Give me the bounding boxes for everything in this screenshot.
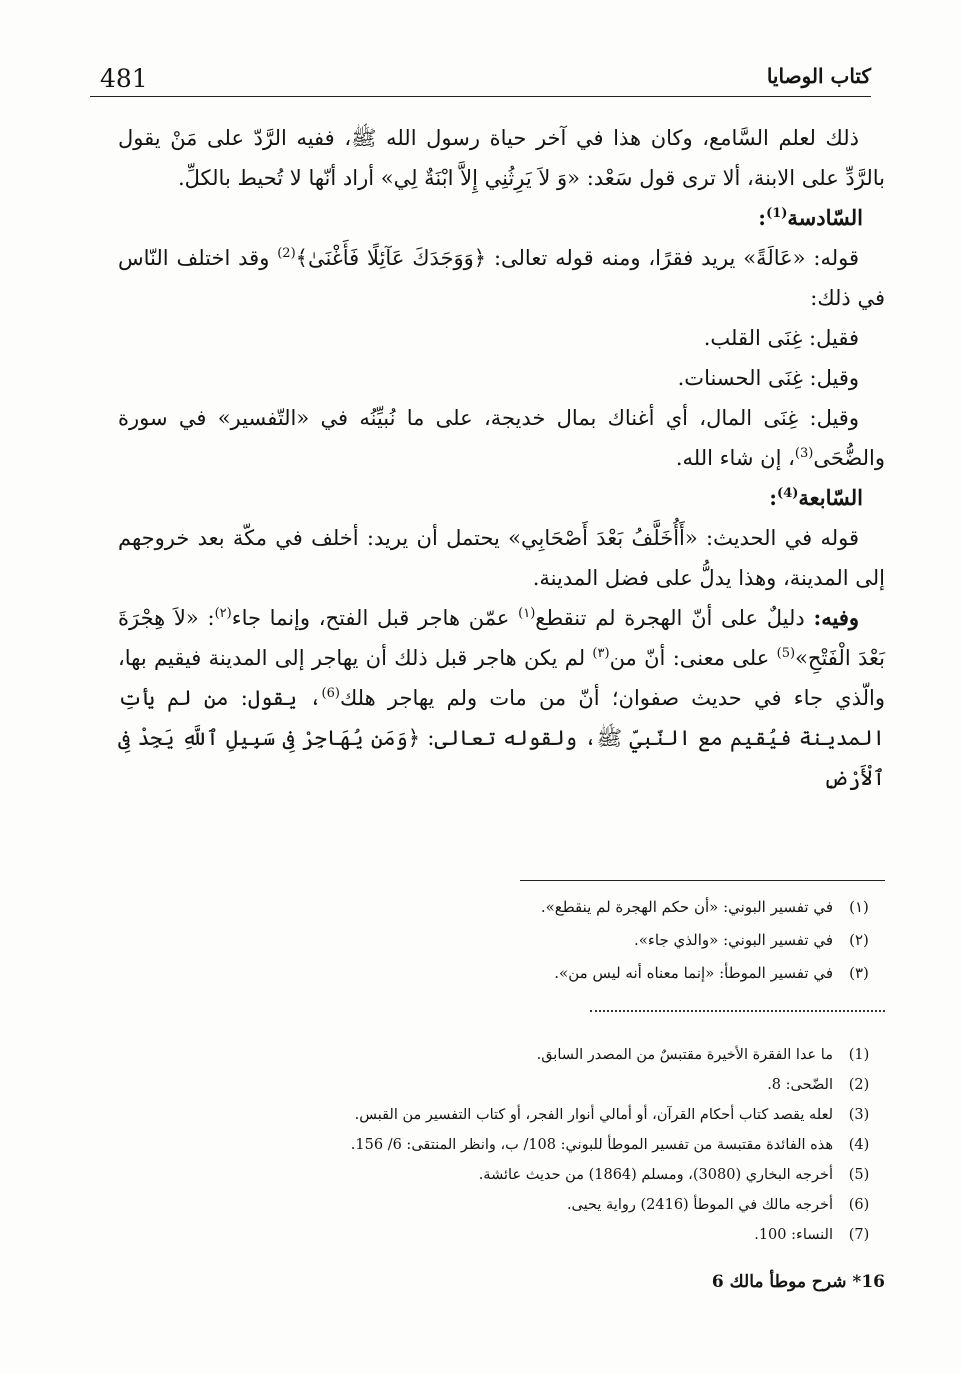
paragraph-7-note-2: (٢)	[214, 606, 232, 621]
paragraph-7	[118, 598, 885, 798]
footnote-item	[240, 1040, 885, 1070]
paragraph-2-a: قوله: «عَالَةً» يريد فقرًا، ومنه قوله تعالى: ﴿وَوَجَدَكَ عَآئِلًا فَأَغْنَىٰ﴾	[295, 246, 859, 270]
footnote-divider-dotted	[590, 1010, 885, 1012]
footnote-text: في تفسير البوني: «والذي جاء».	[633, 931, 833, 949]
paragraph-7-d: على معنى: أنّ من	[609, 646, 777, 670]
paragraph-7-e: لم يكن هاجر قبل ذلك أن يهاجر إلى المدينة فيقيم بها، والّذي جاء في حديث صفوان؛ أنّ من مات ولم يهاجر هلك	[118, 646, 885, 710]
header-rule	[90, 96, 871, 97]
footnote-number: (3)	[848, 1107, 870, 1123]
footnote-text: لعله يقصد كتاب أحكام القرآن، أو أمالي أنوار الفجر، أو كتاب التفسير من القبس.	[354, 1107, 833, 1123]
paragraph-5-a: وقيل: غِنَى المال، أي أغناك بمال خديجة، على ما نُبيِّنُه في «التّفسير» في سورة والضُّحَى	[118, 406, 885, 470]
paragraph-1: ذلك لعلم السَّامع، وكان هذا في آخر حياة رسول الله ﷺ، ففيه الرَّدّ على مَنْ يقول بالرَّدِّ على الابنة، ألا ترى قول سَعْد: «وَ لاَ يَرِثُنِي إِلاَّ ابْنَةٌ لِي» أراد أنّها لا تُحيط بالكلِّ.	[118, 126, 885, 190]
footnote-item	[240, 1160, 885, 1190]
paragraph-5-note: (3)	[794, 446, 814, 461]
footnote-item	[520, 924, 885, 957]
footnote-text: في تفسير الموطأ: «إنما معناه أنه ليس من».	[554, 964, 833, 982]
section-heading-sixth	[118, 198, 885, 238]
footnote-text: ما عدا الفقرة الأخيرة مقتبسٌ من المصدر السابق.	[536, 1047, 833, 1063]
footnote-number: (7)	[848, 1227, 870, 1243]
printer-signature: 16* شرح موطأ مالك 6	[711, 1272, 885, 1292]
paragraph-2-note: (2)	[277, 246, 296, 261]
footnote-item	[240, 1130, 885, 1160]
footnote-text: الضّحى: 8.	[767, 1077, 833, 1093]
paragraph-2	[118, 238, 885, 318]
heading-sixth-colon: :	[758, 205, 767, 230]
footnote-text: النساء: 100.	[754, 1227, 833, 1243]
footnote-number: (٣)	[849, 964, 869, 982]
footnote-text: أخرجه البخاري (3080)، ومسلم (1864) من حديث عائشة.	[478, 1167, 833, 1183]
page-header	[90, 60, 871, 100]
running-title: كتاب الوصايا	[766, 64, 871, 88]
heading-sixth-note: (1)	[766, 206, 788, 221]
section-heading-seventh	[118, 478, 885, 518]
footnote-item	[240, 1220, 885, 1250]
paragraph-2-b: وقد اختلف النّاس في ذلك:	[118, 246, 885, 310]
paragraph-6: قوله في الحديث: «أَأُخَلَّفُ بَعْدَ أَصْحَابِي» يحتمل أن يريد: أخلف في مكّة بعد خروجهم إلى المدينة، وهذا يدلُّ على فضل المدينة.	[118, 526, 885, 590]
paragraph-7-note-1: (١)	[518, 606, 536, 621]
paragraph-7-c: : «لاَ هِجْرَةَ بَعْدَ الْفَتْحِ»	[118, 606, 885, 670]
heading-seventh-label: السّابعة	[798, 485, 863, 510]
footnote-number: (١)	[849, 898, 869, 916]
footnote-rule	[520, 880, 885, 881]
footnote-item	[240, 1070, 885, 1100]
paragraph-7-lead: وفيه:	[813, 605, 859, 630]
paragraph-5	[118, 398, 885, 478]
footnote-number: (٢)	[849, 931, 869, 949]
footnote-item	[240, 1100, 885, 1130]
page-number: 481	[100, 64, 148, 93]
paragraph-4: وقيل: غِنَى الحسنات.	[677, 366, 859, 390]
manuscript-footnotes	[520, 880, 885, 990]
footnote-item	[240, 1190, 885, 1220]
footnote-item	[520, 957, 885, 990]
paragraph-7-note-6: (6)	[321, 686, 340, 701]
paragraph-7-f: ، يقول: من لم يأتِ المدينة فيُقيم مع النّبيّ ﷺ، ولقوله تعالى: ﴿وَمَن يُهَاجِرْ فِى سَبِيلِ ٱللَّهِ يَجِدْ فِى ٱلْأَرْضِ	[118, 686, 885, 790]
heading-seventh-colon: :	[769, 485, 778, 510]
heading-sixth-label: السّادسة	[787, 205, 863, 230]
footnote-text: أخرجه مالك في الموطأ (2416) رواية يحيى.	[566, 1197, 833, 1213]
heading-seventh-note: (4)	[777, 486, 799, 501]
footnote-number: (5)	[848, 1167, 870, 1183]
footnote-number: (4)	[848, 1137, 870, 1153]
footnote-number: (1)	[848, 1047, 870, 1063]
footnote-text: في تفسير البوني: «أن حكم الهجرة لم ينقطع».	[540, 898, 833, 916]
paragraph-7-a: دليلٌ على أنّ الهجرة لم تنقطع	[535, 606, 814, 630]
paragraph-7-b: عمّن هاجر قبل الفتح، وإنما جاء	[231, 606, 519, 630]
footnote-text: هذه الفائدة مقتبسة من تفسير الموطأ للبوني: 108/ ب، وانظر المنتقى: 6/ 156.	[350, 1137, 833, 1153]
footnote-item	[520, 891, 885, 924]
editor-footnotes	[240, 1040, 885, 1250]
paragraph-7-note-3: (٣)	[592, 646, 610, 661]
footnote-number: (6)	[848, 1197, 870, 1213]
paragraph-3: فقيل: غِنَى القلب.	[703, 326, 859, 350]
paragraph-5-b: ، إن شاء الله.	[675, 446, 795, 470]
footnote-number: (2)	[848, 1077, 870, 1093]
paragraph-7-note-5: (5)	[776, 646, 796, 661]
main-text	[118, 118, 885, 798]
